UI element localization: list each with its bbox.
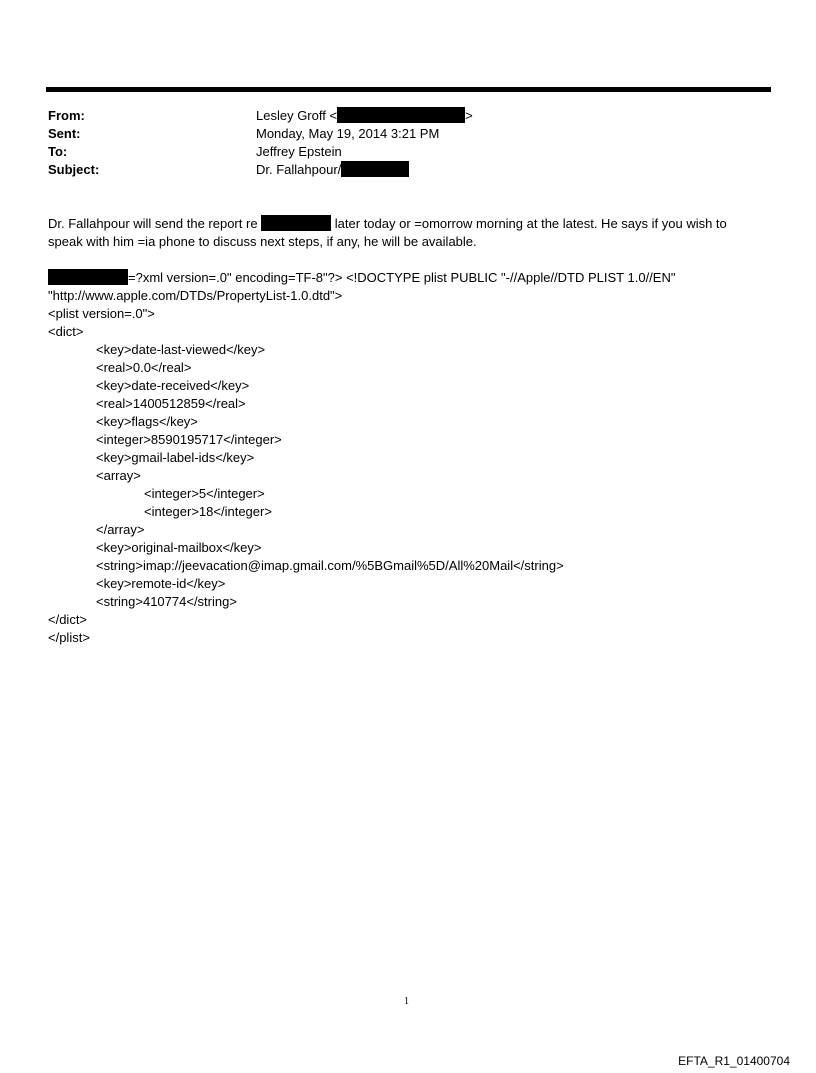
plist-line: <key>gmail-label-ids</key> [96, 450, 255, 465]
redaction-box [337, 107, 465, 123]
plist-line-0 [48, 269, 675, 287]
body-line-1 [48, 215, 727, 233]
plist-line: <key>date-last-viewed</key> [96, 342, 266, 357]
plist-line: <key>date-received</key> [96, 378, 250, 393]
to-value: Jeffrey Epstein [256, 144, 342, 159]
plist-line: </plist> [48, 630, 90, 645]
top-rule [46, 87, 771, 92]
plist-line: <string>410774</string> [96, 594, 237, 609]
plist-line: <plist version=.0"> [48, 306, 155, 321]
plist-line: <dict> [48, 324, 84, 339]
plist-line: <key>original-mailbox</key> [96, 540, 262, 555]
plist-line: </dict> [48, 612, 88, 627]
plist-line: <real>0.0</real> [96, 360, 192, 375]
from-name: Lesley Groff < [256, 108, 338, 123]
redaction-box [261, 215, 331, 231]
from-label: From: [48, 108, 85, 123]
to-label: To: [48, 144, 68, 159]
plist-line: <key>remote-id</key> [96, 576, 226, 591]
plist-line: <integer>8590195717</integer> [96, 432, 282, 447]
from-close: > [465, 108, 473, 123]
plist-line: <string>imap://jeevacation@imap.gmail.com/%5BGmail%5D/All%20Mail</string> [96, 558, 564, 573]
redaction-box [341, 161, 409, 177]
body-line-1-end: later today or =omorrow morning at the latest. He says if you wish to [334, 216, 727, 231]
subject-label: Subject: [48, 162, 100, 177]
plist-line: <key>flags</key> [96, 414, 198, 429]
plist-line: <integer>5</integer> [144, 486, 265, 501]
redaction-box [48, 269, 128, 285]
subject-value [256, 161, 409, 179]
plist-line: <integer>18</integer> [144, 504, 272, 519]
sent-label: Sent: [48, 126, 81, 141]
plist-line: <array> [96, 468, 141, 483]
plist-line: <real>1400512859</real> [96, 396, 246, 411]
body-line-1-start: Dr. Fallahpour will send the report re [48, 216, 258, 231]
plist-line: </array> [96, 522, 145, 537]
sent-value: Monday, May 19, 2014 3:21 PM [256, 126, 440, 141]
document-id: EFTA_R1_01400704 [678, 1054, 790, 1068]
from-value [256, 107, 473, 125]
page-number: 1 [404, 996, 409, 1007]
subject-text: Dr. Fallahpour/ [256, 162, 342, 177]
body-line-2: speak with him =ia phone to discuss next steps, if any, he will be available. [48, 234, 477, 249]
plist-line: "http://www.apple.com/DTDs/PropertyList-1.0.dtd"> [48, 288, 343, 303]
plist-xml-declaration: =?xml version=.0" encoding=TF-8"?> <!DOCTYPE plist PUBLIC "-//Apple//DTD PLIST 1.0//EN" [128, 270, 676, 285]
